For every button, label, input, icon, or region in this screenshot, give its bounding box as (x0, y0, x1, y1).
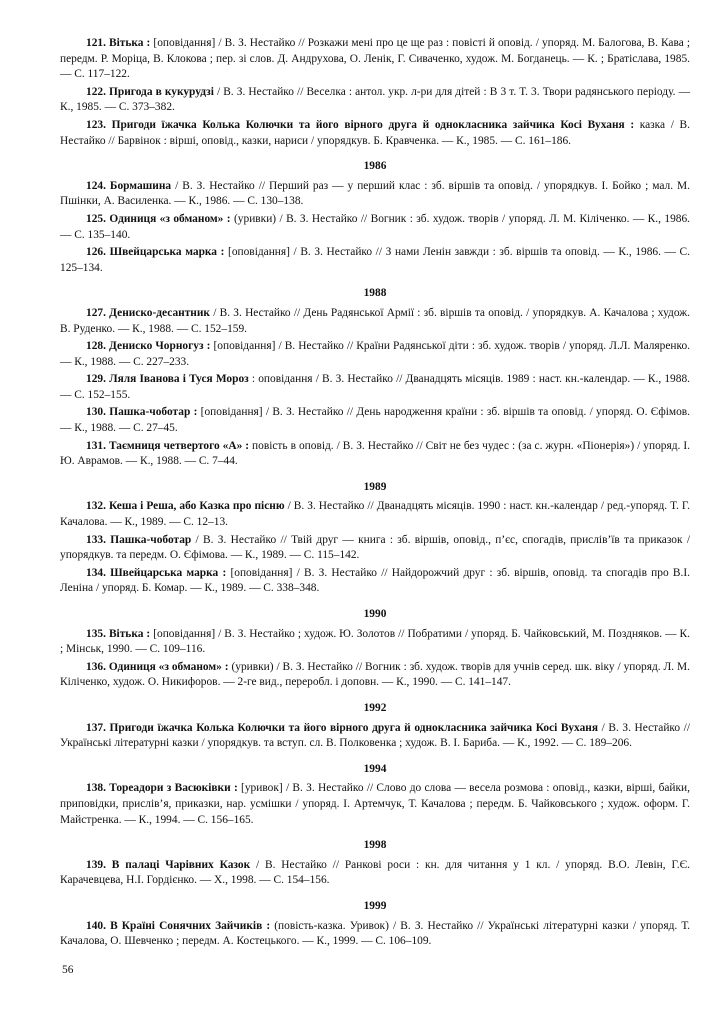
entry-number: 137. (86, 721, 106, 734)
entry-title: В палаці Чарівних Казок (111, 858, 251, 871)
bibliography-entry (60, 721, 690, 752)
entry-number: 131. (86, 439, 106, 452)
entry-number: 134. (86, 566, 106, 579)
bibliography-entry (60, 499, 690, 530)
entry-title: Вітька : (109, 37, 151, 49)
entry-title: Кеша і Реша, або Казка про пісню (108, 500, 285, 513)
bibliography-entry (60, 372, 690, 403)
entry-citation: / В. З. Нестайко // День Радянської Армії : зб. віршів та оповід. / упорядкув. А. Качалова ; худож. В. Руденко. — К., 1988. — С. 152–159. (60, 306, 690, 335)
entry-number: 130. (86, 406, 106, 419)
bibliography-entry (60, 306, 690, 337)
year-heading: 1989 (363, 480, 387, 493)
entry-citation: [оповідання] / В. З. Нестайко // З нами Ленін завжди : зб. віршів та оповід. — К., 1986. — С. 125–134. (60, 246, 691, 274)
entry-citation: (уривки) / В. З. Нестайко // Вогник : зб. худож. творів для учнів серед. шк. віку / упоряд. Л. М. Кіліченко, худож. О. Никифоров. — 2-ге вид., переробл. і доповн. — К., 1990. — С. 141–147. (60, 660, 690, 689)
entry-title: Вітька : (108, 627, 151, 640)
bibliography-entry (60, 212, 690, 243)
entry-title: Пашка-чоботар (110, 533, 192, 546)
year-heading: 1998 (363, 839, 387, 852)
entry-title: Ляля Іванова і Туся Мороз (109, 373, 249, 386)
bibliography-entry (60, 339, 690, 370)
bibliography-entry (60, 85, 690, 116)
entry-number: 138. (86, 782, 106, 795)
entry-citation: казка / В. Нестайко // Барвінок : вірші, оповід., казки, нариси / упорядкув. Б. Кравченка. — К., 1985. — С. 161–186. (60, 118, 690, 147)
entry-number: 122. (86, 85, 106, 98)
entry-citation: / В. З. Нестайко // Українські літературні казки / упорядкув. та вступ. сл. В. Полковенка ; худож. В. І. Бариба. — К., 1992. — С. 189–206. (60, 721, 690, 750)
entry-title: Таємниця четвертого «А» : (108, 439, 250, 452)
entry-title: Одиниця «з обманом» : (109, 212, 231, 225)
bibliography-entry (60, 919, 690, 950)
entry-number: 127. (86, 306, 106, 319)
year-heading: 1986 (363, 160, 387, 173)
entry-number: 124. (86, 179, 106, 192)
bibliography-entry (60, 245, 690, 276)
entry-citation: : оповідання / В. З. Нестайко // Дванадцять місяців. 1989 : наст. кн.-календар. — К., 1988. — С. 152–155. (60, 373, 690, 401)
entry-title: Одиниця «з обманом» : (108, 660, 229, 673)
entry-title: Бормашина (109, 179, 172, 192)
bibliography-entry (60, 439, 690, 470)
entry-number: 133. (86, 533, 106, 546)
entry-number: 121. (86, 37, 106, 49)
entry-title: Пригоди їжачка Колька Колючки та його вірного друга й однокласника зайчика Косі Вуханя (109, 721, 599, 734)
entry-title: Швейцарська марка : (110, 566, 227, 579)
entry-citation: [оповідання] / В. З. Нестайко // День народження країни : зб. віршів та оповід. / упоряд. О. Єфімов. — К., 1988. — С. 27–45. (60, 406, 690, 435)
bibliography-entry (60, 781, 690, 828)
entry-number: 126. (86, 246, 106, 259)
entry-title: Швейцарська марка : (109, 246, 225, 259)
entry-citation: / В. Нестайко // Ранкові роси : кн. для читання у 1 кл. / упоряд. В.О. Левін, Г.Є. Карачевцева, Н.І. Гордієнко. — Х., 1998. — С. 154–156. (60, 858, 690, 887)
year-heading: 1990 (363, 608, 387, 620)
bibliography-entry (60, 566, 690, 597)
bibliography-entry (60, 405, 690, 436)
entry-number: 135. (86, 627, 106, 640)
entry-citation: [оповідання] / В. З. Нестайко // Найдорожчий друг : зб. віршів, оповід. та спогадів про В.І. Леніна / упоряд. Б. Комар. — К., 1989. — С. 338–348. (60, 566, 690, 595)
entry-number: 132. (86, 500, 106, 513)
entry-number: 129. (86, 373, 106, 386)
entry-citation: повість в оповід. / В. З. Нестайко // Світ не без чудес : (за с. журн. «Піонерія») / упоряд. І. Ю. Аврамов. — К., 1988. — С. 7–44. (60, 439, 690, 468)
bibliography-entry (60, 533, 690, 564)
bibliography-entry (60, 627, 690, 658)
entry-number: 125. (86, 212, 106, 225)
bibliography-list (60, 36, 690, 952)
entry-citation: [оповідання] / В. З. Нестайко // Розкажи мені про це ще раз : повісті й оповід. / упоряд. М. Балогова, В. Кава ; передм. Р. Моріца, В. Клокова ; пер. зі слов. Д. Андрухова, О. Ленік, Г. Сиваченко, худож. М. Богданець. — К. ; Братіслава, 1985. — С. 117–122. (60, 37, 690, 81)
bibliography-entry (60, 858, 690, 889)
bibliography-entry (60, 36, 690, 83)
entry-citation: [уривок] / В. З. Нестайко // Слово до слова — весела розмова : оповід., казки, вірші, байки, приповідки, прислів’я, приказки, нар. усмішки / упоряд. І. Артемчук, Т. Качалова ; передм. Б. Чайковського ; худож. оформ. Г. Майстренка. — К., 1994. — С. 156–165. (60, 782, 690, 826)
entry-citation: / В. З. Нестайко // Твій друг — книга : зб. віршів, оповід., п’єс, спогадів, прислів’їв та приказок / упорядкув. та передм. О. Єфімова. — К., 1989. — С. 115–142. (60, 533, 690, 562)
entry-number: 139. (86, 858, 106, 871)
entry-citation: / В. З. Нестайко // Веселка : антол. укр. л-ри для дітей : В 3 т. Т. 3. Твори радянського періоду. — К., 1985. — С. 373–382. (60, 85, 690, 114)
entry-title: Пашка-чоботар : (109, 406, 198, 419)
page-number: 56 (62, 964, 74, 976)
entry-number: 123. (86, 118, 106, 131)
entry-citation: (уривки) / В. З. Нестайко // Вогник : зб. худож. творів / упоряд. Л. М. Кіліченко. — К., 1986. — С. 135–140. (60, 212, 691, 241)
entry-title: В Країні Сонячних Зайчиків : (110, 919, 271, 932)
entry-citation: (повість-казка. Уривок) / В. З. Нестайко // Українські літературні казки / упоряд. Т. Качалова, О. Шевченко ; передм. А. Костецького. — К., 1999. — С. 106–109. (60, 919, 691, 948)
bibliography-entry (60, 179, 690, 210)
entry-title: Дениско Чорногуз : (109, 340, 211, 353)
entry-title: Тореадори з Васюківки : (109, 782, 238, 795)
bibliography-entry (60, 118, 690, 149)
bibliography-entry (60, 660, 690, 691)
entry-number: 136. (86, 660, 106, 673)
entry-citation: / В. З. Нестайко // Дванадцять місяців. 1990 : наст. кн.-календар / ред.-упоряд. Т. Г. Качалова. — К., 1989. — С. 12–13. (60, 500, 690, 529)
entry-number: 128. (86, 340, 106, 353)
entry-title: Дениско-десантник (109, 306, 210, 319)
entry-citation: [оповідання] / В. Нестайко // Країни Радянської діти : зб. худож. творів / упоряд. Л.Л. Маляренко. — К., 1988. — С. 227–233. (60, 340, 691, 368)
entry-title: Пригоди їжачка Колька Колючки та його вірного друга й однокласника зайчика Косі Вуханя : (111, 118, 635, 131)
entry-title: Пригода в кукурудзі (109, 85, 214, 98)
entry-number: 140. (86, 919, 106, 932)
year-heading: 1988 (363, 287, 387, 300)
year-heading: 1992 (363, 701, 387, 714)
entry-citation: [оповідання] / В. З. Нестайко ; худож. Ю. Золотов // Побратими / упоряд. Б. Чайковський, М. Поздняков. — К. ; Мінськ, 1990. — С. 109–116. (60, 627, 691, 656)
year-heading: 1999 (363, 899, 387, 912)
year-heading: 1994 (363, 762, 387, 775)
entry-citation: / В. З. Нестайко // Перший раз — у перший клас : зб. віршів та оповід. / упорядкув. І. Бойко ; мал. М. Пшінки, А. Василенка. — К., 1986. — С. 130–138. (60, 179, 690, 208)
